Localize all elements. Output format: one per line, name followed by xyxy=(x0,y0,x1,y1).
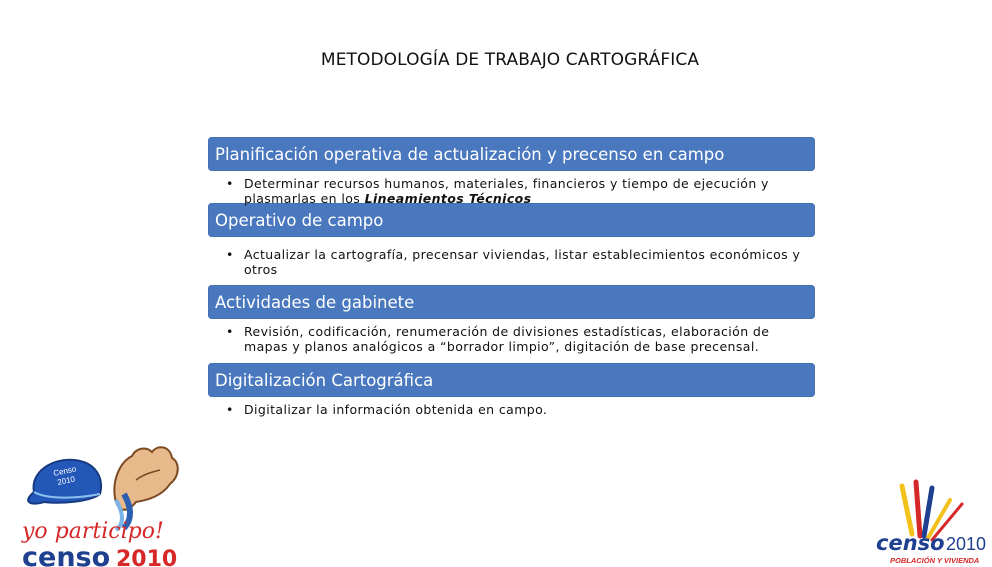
svg-text:Censo: Censo xyxy=(52,464,78,478)
step-heading-2: Operativo de campo xyxy=(208,203,815,237)
yo-participo-censo-logo xyxy=(20,440,180,567)
logo-word-censo: censo xyxy=(22,542,111,567)
mascot-hand-icon xyxy=(114,447,177,510)
bullet-icon: • xyxy=(226,402,234,417)
step-detail-text-1: Determinar recursos humanos, materiales, financieros y tiempo de ejecución y plasmarlas en los xyxy=(244,176,769,206)
bullet-icon: • xyxy=(226,247,234,262)
logo-subtitle: POBLACIÓN Y VIVIENDA xyxy=(890,556,980,565)
step-heading-3: Actividades de gabinete xyxy=(208,285,815,319)
page-title: METODOLOGÍA DE TRABAJO CARTOGRÁFICA xyxy=(320,50,700,70)
step-heading-4: Digitalización Cartográfica xyxy=(208,363,815,397)
censo-2010-logo xyxy=(872,478,992,567)
step-detail-2 xyxy=(220,237,813,285)
step-heading-1: Planificación operativa de actualización y precenso en campo xyxy=(208,137,815,171)
step-detail-text-2: Actualizar la cartografía, precensar viviendas, listar establecimientos económicos y otros xyxy=(244,247,801,277)
step-detail-emphasis-1: Lineamientos Técnicos xyxy=(364,191,532,206)
logo-year: 2010 xyxy=(116,547,178,567)
logo-word-censo: censo xyxy=(876,531,945,555)
step-detail-1 xyxy=(220,171,813,206)
logo-year: 2010 xyxy=(946,534,987,554)
step-detail-text-3: Revisión, codificación, renumeración de divisiones estadísticas, elaboración de mapas y planos analógicos a “borrador limpio”, digitación de base precensal. xyxy=(244,324,770,354)
step-detail-3 xyxy=(220,319,813,363)
slogan-text: yo participo! xyxy=(22,519,164,544)
bullet-icon: • xyxy=(226,324,234,339)
svg-text:2010: 2010 xyxy=(56,474,76,487)
methodology-list xyxy=(208,137,815,433)
step-detail-text-4: Digitalizar la información obtenida en campo. xyxy=(244,402,548,417)
step-detail-4 xyxy=(220,397,813,433)
bullet-icon: • xyxy=(226,176,234,191)
